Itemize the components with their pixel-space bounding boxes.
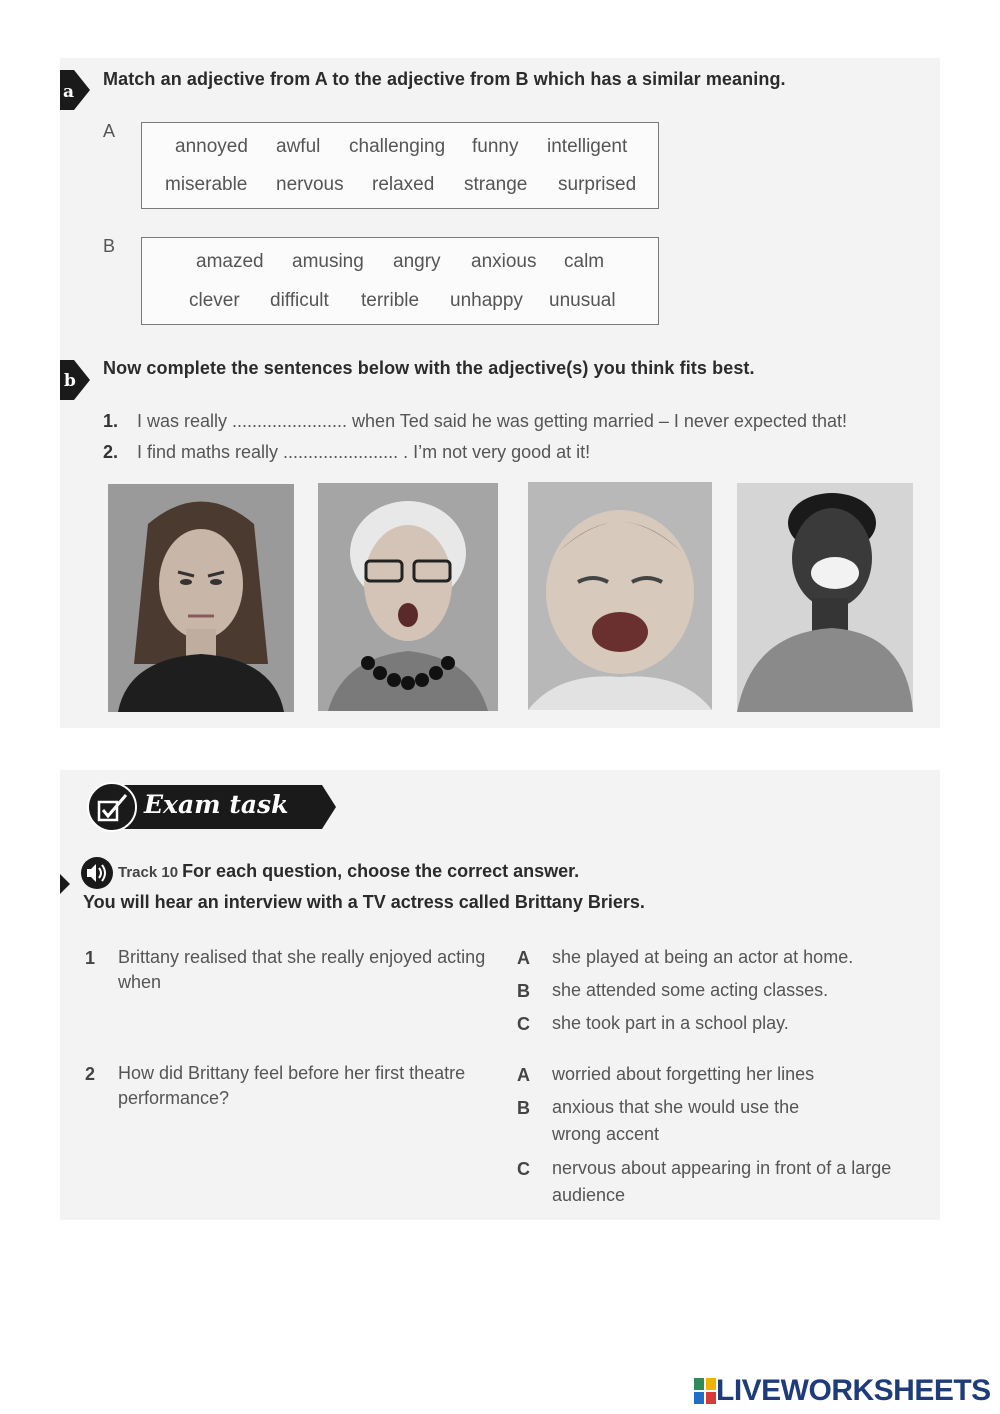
exam-task-title: Exam task <box>144 790 289 819</box>
word-chip[interactable]: amusing <box>292 251 364 272</box>
checkbox-icon <box>96 793 130 823</box>
word-chip[interactable]: unhappy <box>450 290 523 311</box>
question-number: 1 <box>85 948 96 968</box>
question-text: How did Brittany feel before her first theatre performance? <box>118 1063 466 1108</box>
word-chip[interactable]: anxious <box>471 251 537 272</box>
word-chip[interactable]: clever <box>189 290 240 311</box>
sentence-2 <box>103 442 590 463</box>
liveworksheets-logo-icon <box>694 1378 716 1404</box>
sentence-1 <box>103 411 847 432</box>
word-chip[interactable]: funny <box>472 136 519 157</box>
word-chip[interactable]: terrible <box>361 290 420 311</box>
speaker-icon[interactable] <box>80 856 114 890</box>
word-chip[interactable]: amazed <box>196 251 264 272</box>
word-chip[interactable]: angry <box>393 251 441 272</box>
word-chip[interactable]: awful <box>276 136 321 157</box>
laughing-man-photo <box>737 483 913 712</box>
word-chip[interactable]: unusual <box>549 290 616 311</box>
word-chip[interactable]: miserable <box>165 174 248 195</box>
word-box-a <box>141 122 659 209</box>
shocked-older-woman-photo <box>318 483 498 711</box>
option-letter[interactable]: C <box>517 1014 530 1034</box>
question-prompt: For each question, choose the correct answer. <box>182 861 580 881</box>
word-chip[interactable]: annoyed <box>175 136 248 157</box>
question-number: 2 <box>85 1064 96 1084</box>
section-a-instruction: Match an adjective from A to the adjective from B which has a similar meaning. <box>103 69 786 89</box>
sentence-number: 1. <box>103 411 119 431</box>
word-chip[interactable]: calm <box>564 251 605 272</box>
question-text: Brittany realised that she really enjoyed acting when <box>118 947 486 992</box>
word-chip[interactable]: intelligent <box>547 136 628 157</box>
word-chip[interactable]: relaxed <box>372 174 435 195</box>
option-text[interactable]: anxious that she would use the wrong accent <box>552 1097 800 1144</box>
track-instruction <box>118 861 579 882</box>
crying-baby-photo <box>528 482 712 710</box>
word-chip[interactable]: strange <box>464 174 528 195</box>
box-b-label: B <box>103 236 116 256</box>
liveworksheets-logo-text: LIVEWORKSHEETS <box>716 1374 991 1407</box>
arrow-marker-icon <box>60 874 70 894</box>
sentence-text: I find maths really ....................... . I’m not very good at it! <box>137 442 591 462</box>
box-a-label: A <box>103 121 116 141</box>
option-text[interactable]: nervous about appearing in front of a large audience <box>552 1158 892 1205</box>
section-b-marker-letter: b <box>64 371 76 391</box>
option-letter[interactable]: A <box>517 1065 530 1085</box>
word-chip[interactable]: difficult <box>270 290 329 311</box>
frowning-woman-photo <box>108 484 294 712</box>
option-text[interactable]: worried about forgetting her lines <box>552 1064 815 1084</box>
option-text[interactable]: she attended some acting classes. <box>552 980 829 1000</box>
option-text[interactable]: she played at being an actor at home. <box>552 947 854 967</box>
liveworksheets-logo[interactable] <box>694 1374 991 1408</box>
section-a-marker-letter: a <box>63 82 75 102</box>
option-text[interactable]: she took part in a school play. <box>552 1013 789 1033</box>
track-label: Track 10 <box>118 864 179 881</box>
option-letter[interactable]: C <box>517 1159 530 1179</box>
word-chip[interactable]: nervous <box>276 174 344 195</box>
sentence-text: I was really ....................... when Ted said he was getting married – I never expected that! <box>137 411 848 431</box>
word-chip[interactable]: challenging <box>349 136 446 157</box>
listening-context: You will hear an interview with a TV actress called Brittany Briers. <box>83 892 645 912</box>
section-b-instruction: Now complete the sentences below with the adjective(s) you think fits best. <box>103 358 755 378</box>
option-letter[interactable]: A <box>517 948 530 968</box>
word-chip[interactable]: surprised <box>558 174 637 195</box>
sentence-number: 2. <box>103 442 119 462</box>
word-box-b <box>141 237 659 325</box>
option-letter[interactable]: B <box>517 981 530 1001</box>
option-letter[interactable]: B <box>517 1098 530 1118</box>
